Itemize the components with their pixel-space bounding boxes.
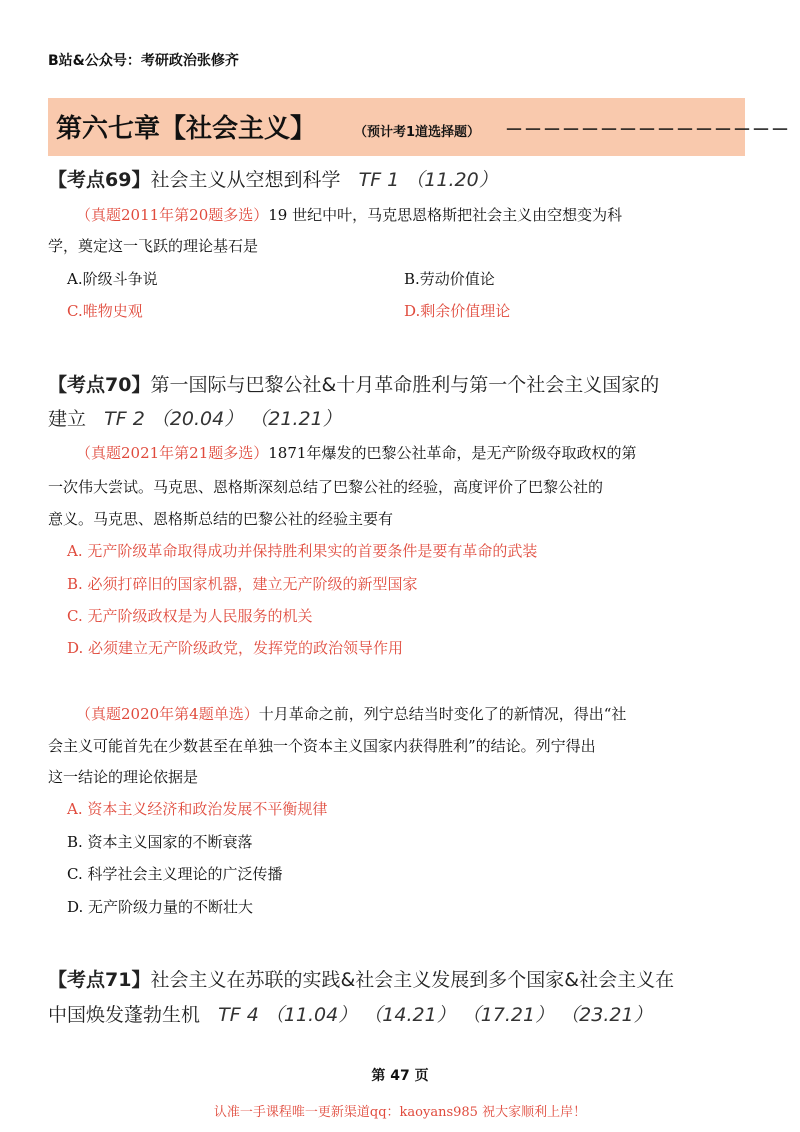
kp70-title1: 第一国际与巴黎公社&十月革命胜利与第一个社会主义国家的 bbox=[150, 374, 660, 396]
kp70-q2-optA: A. 资本主义经济和政治发展不平衡规律 bbox=[67, 800, 328, 818]
kp69-tag: 【考点69】 bbox=[48, 169, 151, 191]
kp70-heading-line1 bbox=[48, 370, 659, 397]
header-source: B站&公众号：考研政治张修齐 bbox=[48, 53, 239, 69]
kp70-q2-source: （真题2020年第4题单选） bbox=[76, 705, 259, 723]
kp70-title2: 建立 bbox=[48, 408, 87, 430]
kp69-q1-line1 bbox=[76, 204, 622, 225]
kp69-tf: TF 1 （11.20） bbox=[358, 169, 498, 191]
kp70-q2-optC: C. 科学社会主义理论的广泛传播 bbox=[67, 865, 283, 883]
kp70-q2-optD: D. 无产阶级力量的不断壮大 bbox=[67, 898, 254, 916]
chapter-note: （预计考1道选择题） bbox=[354, 125, 481, 140]
kp70-q1-stem3: 意义。马克思、恩格斯总结的巴黎公社的经验主要有 bbox=[48, 510, 394, 528]
kp70-q1-stem1: 1871年爆发的巴黎公社革命，是无产阶级夺取政权的第 bbox=[268, 444, 637, 462]
kp69-q1-stem2: 学，奠定这一飞跃的理论基石是 bbox=[48, 237, 259, 255]
chapter-title: 第六七章【社会主义】 bbox=[56, 114, 317, 144]
kp70-q2-stem3: 这一结论的理论依据是 bbox=[48, 768, 199, 786]
kp69-q1-optD: D.剩余价值理论 bbox=[404, 302, 511, 320]
kp70-q1-optD: D. 必须建立无产阶级政党，发挥党的政治领导作用 bbox=[67, 639, 404, 657]
kp70-q2-stem2: 会主义可能首先在少数甚至在单独一个资本主义国家内获得胜利”的结论。列宁得出 bbox=[48, 737, 596, 755]
kp70-tf: TF 2 （20.04） （21.21） bbox=[104, 408, 342, 430]
kp70-q1-stem2: 一次伟大尝试。马克思、恩格斯深刻总结了巴黎公社的经验，高度评价了巴黎公社的 bbox=[48, 478, 604, 496]
footer-notice: 认准一手课程唯一更新渠道qq：kaoyans985 祝大家顺利上岸！ bbox=[213, 1105, 587, 1120]
kp71-heading-line1 bbox=[48, 965, 674, 992]
kp69-q1-stem1: 19 世纪中叶，马克思恩格斯把社会主义由空想变为科 bbox=[268, 206, 623, 224]
kp70-tag: 【考点70】 bbox=[48, 374, 151, 396]
kp71-heading-line2 bbox=[48, 1000, 653, 1027]
kp70-q1-optA: A. 无产阶级革命取得成功并保持胜利果实的首要条件是要有革命的武装 bbox=[67, 542, 538, 560]
kp71-title1: 社会主义在苏联的实践&社会主义发展到多个国家&社会主义在 bbox=[150, 969, 675, 991]
kp71-tf: TF 4 （11.04） （14.21） （17.21） （23.21） bbox=[218, 1004, 653, 1026]
kp69-title: 社会主义从空想到科学 bbox=[150, 169, 341, 191]
kp69-q1-source: （真题2011年第20题多选） bbox=[76, 206, 269, 224]
chapter-dashes: －－－－－－－－－－－－－－－ bbox=[505, 120, 790, 141]
kp70-q1-optB: B. 必须打碎旧的国家机器，建立无产阶级的新型国家 bbox=[67, 575, 418, 593]
kp69-q1-optA: A.阶级斗争说 bbox=[67, 270, 158, 288]
kp70-q2-line1 bbox=[76, 703, 626, 724]
kp69-q1-optB: B.劳动价值论 bbox=[404, 270, 495, 288]
kp71-tag: 【考点71】 bbox=[48, 969, 151, 991]
kp69-q1-optC: C.唯物史观 bbox=[67, 302, 143, 320]
kp70-q1-line1 bbox=[76, 442, 636, 463]
kp70-q1-source: （真题2021年第21题多选） bbox=[76, 444, 269, 462]
kp69-heading bbox=[48, 165, 498, 192]
kp71-title2: 中国焕发蓬勃生机 bbox=[48, 1004, 201, 1026]
kp70-q2-optB: B. 资本主义国家的不断衰落 bbox=[67, 833, 253, 851]
kp70-q1-optC: C. 无产阶级政权是为人民服务的机关 bbox=[67, 607, 313, 625]
kp70-heading-line2 bbox=[48, 404, 342, 431]
kp70-q2-stem1: 十月革命之前，列宁总结当时变化了的新情况，得出“社 bbox=[258, 705, 627, 723]
page-number: 第 47 页 bbox=[371, 1068, 429, 1084]
